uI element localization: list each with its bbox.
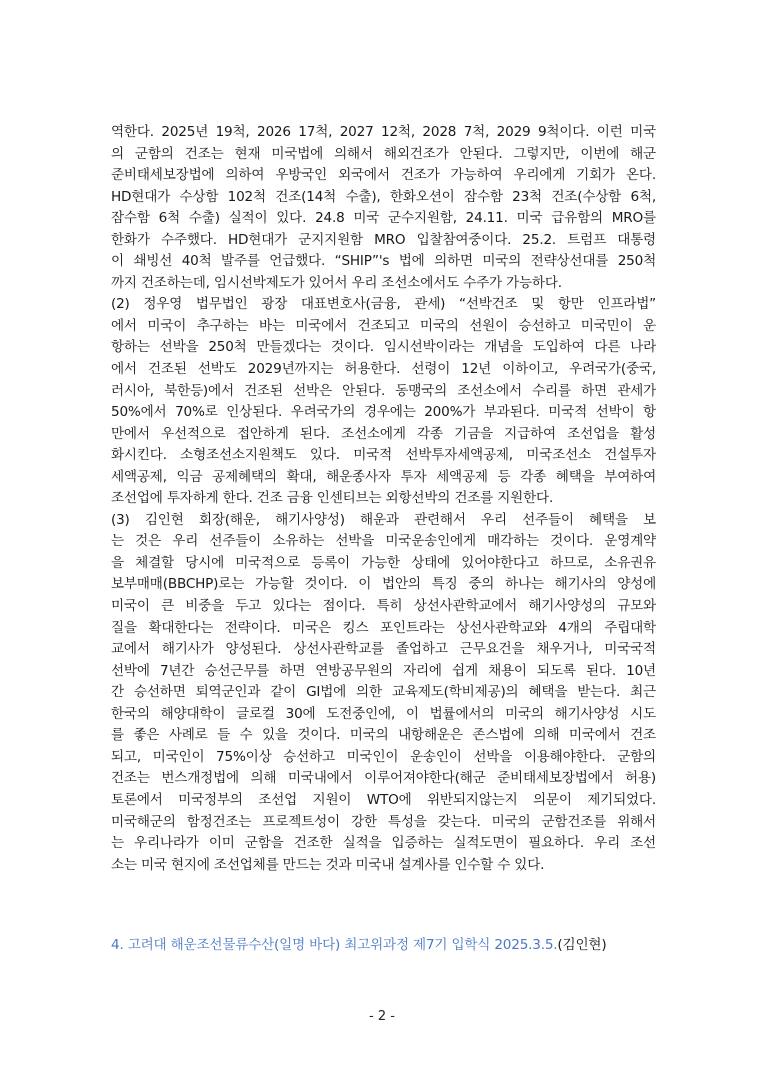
text-line: 를 좋은 사례로 들 수 있을 것이다. 미국의 내항해운은 존스법에 의해 미국에서 건조 <box>111 727 656 744</box>
section-heading-author: (김인현) <box>557 937 607 953</box>
text-line: 잠수함 6척 수출) 실적이 있다. 24.8 미국 군수지원함, 24.11. 미국 급유함의 MRO를 <box>111 210 656 227</box>
text-line: 선박에 7년간 승선근무를 하면 연방공무원의 자리에 쉽게 채용이 되도록 된다. 10년 <box>111 662 656 679</box>
text-line: 한국의 해양대학이 글로컬 30에 도전중인에, 이 법률에서의 미국의 해기사양성 시도 <box>111 705 656 722</box>
text-line: 역한다. 2025년 19척, 2026 17척, 2027 12척, 2028 7척, 2029 9척이다. 이런 미국 <box>111 124 656 140</box>
text-line: 미국이 큰 비중을 두고 있다는 점이다. 특히 상선사관학교에서 해기사양성의 규모와 <box>111 598 656 615</box>
text-line: 화시킨다. 소형조선소지원책도 있다. 미국적 선박투자세액공제, 미국조선소 건설투자 <box>111 447 656 464</box>
text-line: 간 승선하면 퇴역군인과 같이 GI법에 의한 교육제도(학비제공)의 혜택을 받는다. 최근 <box>111 684 656 701</box>
text-line: 의 군함의 건조는 현재 미국법에 의해서 해외건조가 안된다. 그렇지만, 이번에 해군 <box>111 145 656 162</box>
text-line: 항하는 선박을 250척 만들겠다는 것이다. 임시선박이라는 개념을 도입하여 다른 나라 <box>111 339 656 356</box>
section-heading-title: 4. 고려대 해운조선물류수산(일명 바다) 최고위과정 제7기 입학식 2025.3.5. <box>111 937 558 953</box>
section-heading <box>111 934 606 956</box>
text-line: 는 우리나라가 이미 군함을 건조한 실적을 입증하는 실적도면이 필요하다. 우리 조선 <box>111 835 656 852</box>
text-line: 교에서 해기사가 양성된다. 상선사관학교를 졸업하고 근무요건을 채우거나, 미국국적 <box>111 641 656 658</box>
text-line: HD현대가 수상함 102척 건조(14척 수출), 한화오션이 잠수함 23척 건조(수상함 6척, <box>111 188 656 205</box>
text-line: 소는 미국 현지에 조선업체를 만드는 것과 미국내 설계사를 인수할 수 있다. <box>111 856 545 873</box>
text-line: 을 체결할 당시에 미국적으로 등록이 가능한 상태에 있어야한다고 하므로, 소유권유 <box>111 554 656 571</box>
text-line: 조선업에 투자하게 한다. 건조 금융 인센티브는 외항선박의 건조를 지원한다. <box>111 490 554 507</box>
text-line: 토론에서 미국정부의 조선업 지원이 WTO에 위반되지않는지 의문이 제기되었다. <box>111 791 656 808</box>
page-number: - 2 - <box>369 1009 395 1024</box>
text-line: 만에서 우선적으로 접안하게 된다. 조선소에게 각종 기금을 지급하여 조선업을 활성 <box>111 425 656 442</box>
text-line: 50%에서 70%로 인상된다. 우려국가의 경우에는 200%가 부과된다. 미국적 선박이 항 <box>111 404 656 421</box>
text-line: 이 쇄빙선 40척 발주를 언급했다. “SHIP”'s 법에 의하면 미국의 전략상선대를 250척 <box>111 253 656 270</box>
text-line: 세액공제, 익금 공제혜택의 확대, 해운종사자 투자 세액공제 등 각종 혜택을 부여하여 <box>111 468 656 485</box>
text-line: 미국해군의 함정건조는 프로젝트성이 강한 특성을 갖는다. 미국의 군함건조를 위해서 <box>111 813 656 830</box>
text-line: 준비태세보장법에 의하여 우방국인 외국에서 건조가 가능하여 우리에게 기회가 온다. <box>111 167 656 184</box>
text-line: 건조는 번스개정법에 의해 미국내에서 이루어져야한다(해군 준비태세보장법에서 허용) <box>111 770 656 787</box>
text-line: 되고, 미국인이 75%이상 승선하고 미국인이 운송인이 선박을 이용해야한다. 군함의 <box>111 748 656 765</box>
text-line: (3) 김인현 회장(해운, 해기사양성) 해운과 관련해서 우리 선주들이 혜택을 보 <box>111 511 656 528</box>
text-line: 러시아, 북한등)에서 건조된 선박은 안된다. 동맹국의 조선소에서 수리를 하면 관세가 <box>111 382 656 399</box>
text-line: 까지 건조하는데, 임시선박제도가 있어서 우리 조선소에서도 수주가 가능하다. <box>111 274 562 291</box>
text-line: 한화가 수주했다. HD현대가 군지지원함 MRO 입찰참여중이다. 25.2. 트럼프 대통령 <box>111 231 656 248</box>
text-line: 질을 확대한다는 전략이다. 미국은 킹스 포인트라는 상선사관학교와 4개의 주립대학 <box>111 619 656 636</box>
body-text <box>111 122 656 876</box>
text-line: 보부매매(BBCHP)로는 가능할 것이다. 이 법안의 특징 중의 하나는 해기사의 양성에 <box>111 576 656 593</box>
text-line: 에서 미국이 추구하는 바는 미국에서 건조되고 미국의 선원이 승선하고 미국민이 운 <box>111 317 656 334</box>
text-line: (2) 정우영 법무법인 광장 대표변호사(금융, 관세) “선박건조 및 항만 인프라법” <box>111 296 656 313</box>
text-line: 는 것은 우리 선주들이 소유하는 선박을 미국운송인에게 매각하는 것이다. 운영계약 <box>111 533 656 550</box>
text-line: 에서 건조된 선박도 2029년까지는 허용한다. 선령이 12년 이하이고, 우려국가(중국, <box>111 361 656 378</box>
